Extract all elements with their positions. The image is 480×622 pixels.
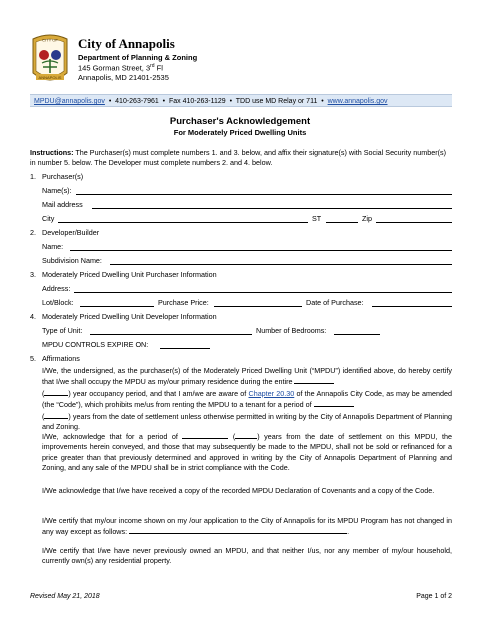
section-3-number: 3. xyxy=(30,270,36,279)
subdivision-label: Subdivision Name: xyxy=(42,256,102,265)
mpdu-expire-label: MPDU CONTROLS EXPIRE ON: xyxy=(42,340,149,349)
section-2-title: Developer/Builder xyxy=(42,228,100,237)
developer-name-label: Name: xyxy=(42,242,64,251)
mail-address-field[interactable] xyxy=(92,208,452,209)
bedrooms-field[interactable] xyxy=(334,334,380,335)
form-subtitle: For Moderately Priced Dwelling Units xyxy=(173,128,307,137)
state-field[interactable] xyxy=(326,222,358,223)
fax: Fax 410-263-1129 xyxy=(168,98,226,105)
contact-bar: MPDU@annapolis.gov • 410-263-7961 • Fax 410-263-1129 • TDD use MD Relay or 711 • www.annapolis.gov xyxy=(30,94,452,107)
rental-years-numeric-field[interactable] xyxy=(44,411,68,419)
income-exception-field[interactable] xyxy=(129,526,347,534)
zip-label: Zip xyxy=(362,214,372,223)
type-of-unit-field[interactable] xyxy=(90,334,252,335)
city-field[interactable] xyxy=(58,222,308,223)
section-3-title: Moderately Priced Dwelling Unit Purchaser Information xyxy=(42,270,217,279)
address-street: 145 Gorman Street, 3rd Fl xyxy=(78,63,163,73)
purchase-price-field[interactable] xyxy=(214,306,302,307)
resale-years-numeric-field[interactable] xyxy=(235,431,257,439)
form-title: Purchaser's Acknowledgement xyxy=(169,116,311,127)
website-link[interactable]: www.annapolis.gov xyxy=(327,98,388,105)
city-name: City of Annapolis xyxy=(78,36,175,51)
resale-years-field[interactable] xyxy=(182,431,228,439)
subdivision-field[interactable] xyxy=(110,264,452,265)
mpdu-expire-field[interactable] xyxy=(160,348,210,349)
affirmation-income: I/We certify that my/our income shown on my /our application to the City of Annapolis for its MPDU Program has not changed in any way except as follows: . xyxy=(42,516,452,537)
purchase-price-label: Purchase Price: xyxy=(158,298,209,307)
chapter-link[interactable]: Chapter 20.30 xyxy=(248,388,295,398)
section-4-number: 4. xyxy=(30,312,36,321)
affirmation-ownership: I/We certify that I/we have never previously owned an MPDU, and that neither I/us, nor any member of my/our household, currently own(s) any residential property. xyxy=(42,546,452,566)
section-1-title: Purchaser(s) xyxy=(42,172,84,181)
rental-years-field[interactable] xyxy=(314,399,354,407)
date-of-purchase-label: Date of Purchase: xyxy=(306,298,364,307)
city-seal-logo xyxy=(30,33,70,85)
section-4-title: Moderately Priced Dwelling Unit Developer Information xyxy=(42,312,217,321)
names-field[interactable] xyxy=(76,194,452,195)
type-of-unit-label: Type of Unit: xyxy=(42,326,83,335)
date-of-purchase-field[interactable] xyxy=(372,306,452,307)
address-city: Annapolis, MD 21401-2535 xyxy=(78,73,169,82)
phone: 410-263-7961 xyxy=(115,98,159,105)
department-name: Department of Planning & Zoning xyxy=(78,53,198,62)
section-2-number: 2. xyxy=(30,228,36,237)
section-1-number: 1. xyxy=(30,172,36,181)
zip-field[interactable] xyxy=(376,222,452,223)
state-label: ST xyxy=(312,214,322,223)
city-label: City xyxy=(42,214,55,223)
tdd: TDD use MD Relay or 711 xyxy=(235,98,318,105)
lot-block-label: Lot/Block: xyxy=(42,298,74,307)
revised-date: Revised May 21, 2018 xyxy=(30,593,100,600)
page-number: Page 1 of 2 xyxy=(416,593,452,600)
bedrooms-label: Number of Bedrooms: xyxy=(256,326,327,335)
email-link[interactable]: MPDU@annapolis.gov xyxy=(34,98,105,105)
purchaser-address-label: Address: xyxy=(42,284,71,293)
affirmation-occupancy: I/We, the undersigned, as the purchaser(s) of the Moderately Priced Dwelling Unit (“MPDU”) identified above, do hereby certify that I/we shall occupy the MPDU as my/our primary residence during the entire ( ) year occupancy period, and that I am/we are aware of Chapter 20.30 of the Annapolis City Code, as may be amended (the “Code”), which prohibits me/us from renting the MPDU to a tenant for a period of ( ) years from the date of settlement unless otherwise permitted in writing by the City of Annapolis Department of Planning and Zoning. xyxy=(42,366,452,432)
affirmation-resale: I/We, acknowledge that for a period of ( ) years from the date of settlement on this MPDU, the improvements herein conveyed, and those that may subsequently be made to the MPDU, shall not be sold or refinanced for a price greater than that previously determined and approved in writing by the City of Annapolis Department of Planning and Zoning, and any sale of the MPDU shall be in strict compliance with the Code. xyxy=(42,432,453,473)
purchaser-address-field[interactable] xyxy=(74,292,452,293)
section-5-number: 5. xyxy=(30,354,36,363)
svg-text:ANNAPOLIS: ANNAPOLIS xyxy=(38,74,62,80)
lot-block-field[interactable] xyxy=(80,306,154,307)
occupancy-years-numeric-field[interactable] xyxy=(44,388,68,396)
occupancy-years-field[interactable] xyxy=(294,376,334,384)
names-label: Name(s): xyxy=(42,186,72,195)
mail-address-label: Mail address xyxy=(42,200,83,209)
affirmation-covenants: I/We acknowledge that I/we have received a copy of the recorded MPDU Declaration of Covenants and a copy of the Code. xyxy=(42,486,435,495)
section-5-title: Affirmations xyxy=(42,354,80,363)
instructions: Instructions: The Purchaser(s) must complete numbers 1. and 3. below, and affix their signature(s) with Social Security number(s) in number 5. below. The Developer must complete numbers 2. and 4. below. xyxy=(30,148,446,167)
svg-text:CITY OF: CITY OF xyxy=(42,37,58,43)
developer-name-field[interactable] xyxy=(70,250,452,251)
